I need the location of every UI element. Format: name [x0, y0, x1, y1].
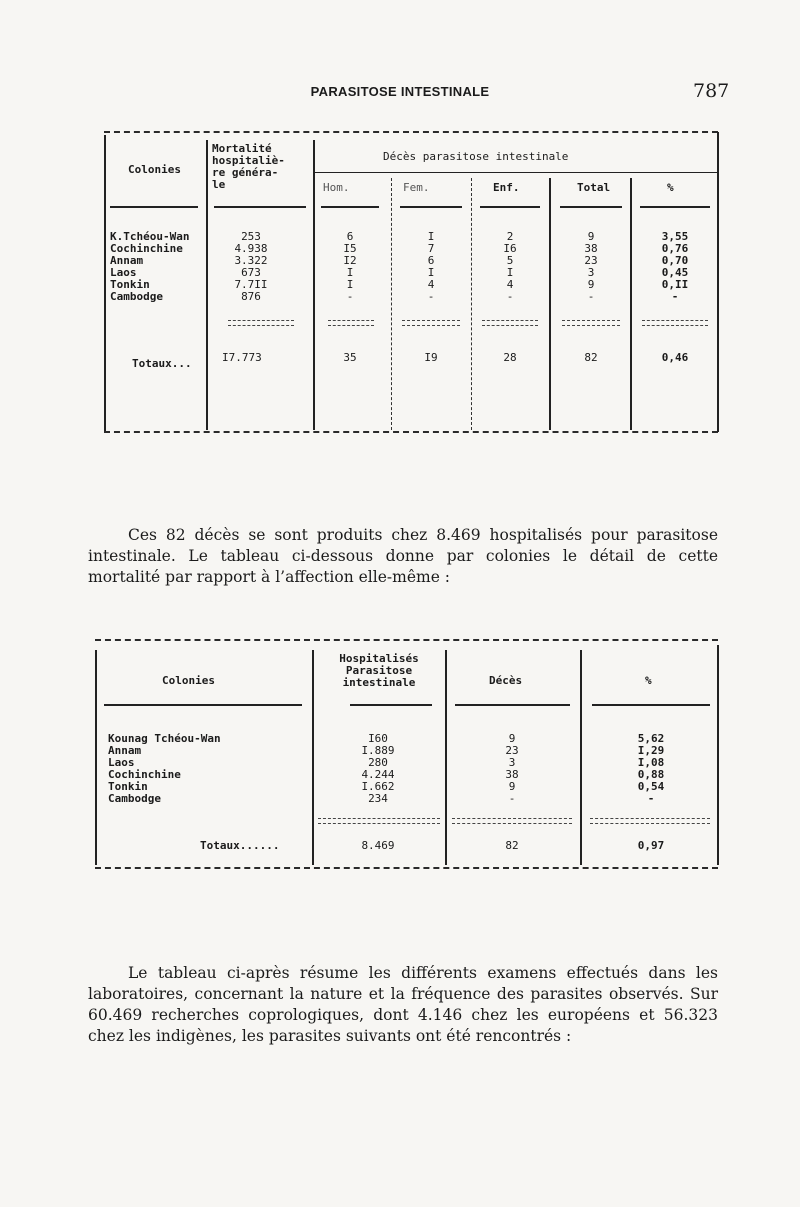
- column-mortalite: [216, 231, 286, 303]
- cell-deces: 9: [508, 732, 516, 745]
- cell-hosp: 4.244: [361, 768, 395, 781]
- cell-colonie: Cochinchine: [108, 768, 181, 781]
- total-separator: [482, 320, 538, 326]
- column-pct: [616, 733, 686, 805]
- cell-fem: -: [427, 290, 435, 303]
- table-divider: [630, 178, 632, 430]
- total-separator: [402, 320, 460, 326]
- total-separator: [328, 320, 374, 326]
- col-header-deces: Décès: [489, 674, 523, 687]
- table-divider: [391, 178, 392, 430]
- cell-total: 23: [584, 254, 598, 267]
- col-header-pct: %: [645, 674, 652, 687]
- total-separator: [228, 320, 294, 326]
- cell-pct: -: [647, 792, 655, 805]
- total-separator: [562, 320, 620, 326]
- table-divider: [580, 650, 582, 865]
- cell-pct: 0,88: [637, 768, 665, 781]
- cell-enf: I6: [503, 242, 517, 255]
- cell-colonie: Annam: [108, 744, 142, 757]
- cell-pct: I,08: [637, 756, 665, 769]
- header-underline: [455, 704, 570, 706]
- cell-total: 9: [587, 230, 595, 243]
- column-deces: [490, 733, 534, 805]
- cell-deces: 9: [508, 780, 516, 793]
- cell-total: 38: [584, 242, 598, 255]
- cell-hom: I5: [343, 242, 357, 255]
- total-separator: [642, 320, 708, 326]
- header-underline: [321, 206, 379, 208]
- header-underline: [640, 206, 710, 208]
- cell-colonie: K.Tchéou-Wan: [110, 230, 190, 243]
- cell-deces: 3: [508, 756, 516, 769]
- cell-mortalite: 7.7II: [234, 278, 268, 291]
- column-total: [560, 231, 622, 303]
- cell-fem: 4: [427, 278, 435, 291]
- group-header-rule: [313, 172, 717, 173]
- header-underline: [480, 206, 540, 208]
- cell-hom: I: [346, 266, 354, 279]
- col-header-fem: Fem.: [403, 181, 430, 194]
- total-hosp: 8.469: [361, 839, 395, 852]
- total-pct: 0,46: [661, 351, 689, 364]
- cell-enf: 5: [506, 254, 514, 267]
- total-label: Totaux...: [132, 357, 192, 370]
- header-underline: [214, 206, 306, 208]
- table-divider: [206, 140, 208, 430]
- total-label: Totaux......: [200, 839, 280, 852]
- table-divider: [445, 650, 447, 865]
- cell-pct: -: [671, 290, 679, 303]
- cell-pct: 0,45: [661, 266, 689, 279]
- cell-deces: 38: [505, 768, 519, 781]
- cell-enf: -: [506, 290, 514, 303]
- table-divider: [313, 140, 315, 430]
- column-hosp: [340, 733, 416, 805]
- cell-pct: 3,55: [661, 230, 689, 243]
- cell-fem: 6: [427, 254, 435, 267]
- cell-mortalite: 4.938: [234, 242, 268, 255]
- cell-hosp: 234: [368, 792, 388, 805]
- col-header-mortalite: Mortalité hospitaliè- re généra- le: [212, 142, 285, 191]
- column-colonies: [110, 231, 189, 303]
- cell-pct: 0,70: [661, 254, 689, 267]
- cell-fem: 7: [427, 242, 435, 255]
- cell-pct: 0,54: [637, 780, 665, 793]
- cell-mortalite: 253: [241, 230, 261, 243]
- total-enf: 28: [503, 351, 517, 364]
- cell-fem: I: [427, 230, 435, 243]
- header-underline: [400, 206, 462, 208]
- body-paragraph: Ces 82 décès se sont produits chez 8.469 hospitalisés pour parasitose intestinale. Le tableau ci-dessous donne par colonies le détail de cette mortalité par rapport à l’affection elle-même :: [88, 526, 718, 586]
- column-enf: [480, 231, 540, 303]
- cell-pct: 0,76: [661, 242, 689, 255]
- column-hom: [321, 231, 379, 303]
- cell-hom: I: [346, 278, 354, 291]
- cell-total: 9: [587, 278, 595, 291]
- col-header-enf: Enf.: [493, 181, 520, 194]
- cell-hosp: I.662: [361, 780, 395, 793]
- col-header-colonies: Colonies: [162, 674, 215, 687]
- table-bottom-rule: [95, 867, 718, 869]
- page-number: 787: [693, 80, 730, 102]
- col-header-colonies: Colonies: [128, 163, 181, 176]
- table-border-left: [104, 135, 106, 431]
- total-separator: [452, 818, 572, 824]
- total-mortalite: I7.773: [222, 351, 262, 364]
- cell-enf: 2: [506, 230, 514, 243]
- column-fem: [400, 231, 462, 303]
- cell-hom: 6: [346, 230, 354, 243]
- table-top-rule: [104, 131, 718, 133]
- total-deces: 82: [505, 839, 519, 852]
- table-border-right: [717, 132, 719, 432]
- cell-colonie: Cambodge: [108, 792, 161, 805]
- cell-mortalite: 673: [241, 266, 261, 279]
- cell-pct: 5,62: [637, 732, 665, 745]
- cell-pct: 0,II: [661, 278, 689, 291]
- header-underline: [110, 206, 198, 208]
- col-header-hosp: Hospitalisés Parasitose intestinale: [339, 652, 419, 689]
- header-underline: [560, 206, 622, 208]
- cell-colonie: Tonkin: [110, 278, 150, 291]
- table-divider: [471, 178, 472, 430]
- cell-mortalite: 3.322: [234, 254, 268, 267]
- cell-total: -: [587, 290, 595, 303]
- cell-colonie: Kounag Tchéou-Wan: [108, 732, 221, 745]
- cell-colonie: Annam: [110, 254, 144, 267]
- header-underline: [350, 704, 432, 706]
- cell-colonie: Cambodge: [110, 290, 163, 303]
- body-paragraph: Le tableau ci-après résume les différents examens effectués dans les laboratoires, concernant la nature et la fréquence des parasites observés. Sur 60.469 recherches coprologiques, dont 4.146 chez les européens et 56.323 chez les indigènes, les parasites suivants ont été rencontrés :: [88, 964, 718, 1045]
- cell-hosp: I.889: [361, 744, 395, 757]
- cell-hom: -: [346, 290, 354, 303]
- table-border-left: [95, 650, 97, 865]
- col-header-deces-group: Décès parasitose intestinale: [383, 150, 569, 163]
- column-colonies: [108, 733, 221, 805]
- total-separator: [318, 818, 440, 824]
- cell-deces: 23: [505, 744, 519, 757]
- cell-colonie: Laos: [108, 756, 135, 769]
- cell-total: 3: [587, 266, 595, 279]
- table-bottom-rule: [104, 431, 718, 433]
- cell-enf: 4: [506, 278, 514, 291]
- total-fem: I9: [424, 351, 438, 364]
- cell-hom: I2: [343, 254, 357, 267]
- table-top-rule: [95, 639, 718, 641]
- cell-colonie: Laos: [110, 266, 137, 279]
- total-separator: [590, 818, 710, 824]
- table-divider: [549, 178, 551, 430]
- cell-fem: I: [427, 266, 435, 279]
- cell-mortalite: 876: [241, 290, 261, 303]
- cell-colonie: Cochinchine: [110, 242, 183, 255]
- col-header-total: Total: [577, 181, 611, 194]
- total-pct: 0,97: [637, 839, 665, 852]
- col-header-pct: %: [667, 181, 674, 194]
- col-header-hom: Hom.: [323, 181, 350, 194]
- cell-hosp: I60: [368, 732, 388, 745]
- cell-colonie: Tonkin: [108, 780, 148, 793]
- cell-pct: I,29: [637, 744, 665, 757]
- total-total: 82: [584, 351, 598, 364]
- header-underline: [104, 704, 302, 706]
- cell-deces: -: [508, 792, 516, 805]
- column-pct: [640, 231, 710, 303]
- table-border-right: [717, 645, 719, 865]
- cell-hosp: 280: [368, 756, 388, 769]
- page-title: PARASITOSE INTESTINALE: [310, 84, 490, 99]
- cell-enf: I: [506, 266, 514, 279]
- header-underline: [592, 704, 710, 706]
- total-hom: 35: [343, 351, 357, 364]
